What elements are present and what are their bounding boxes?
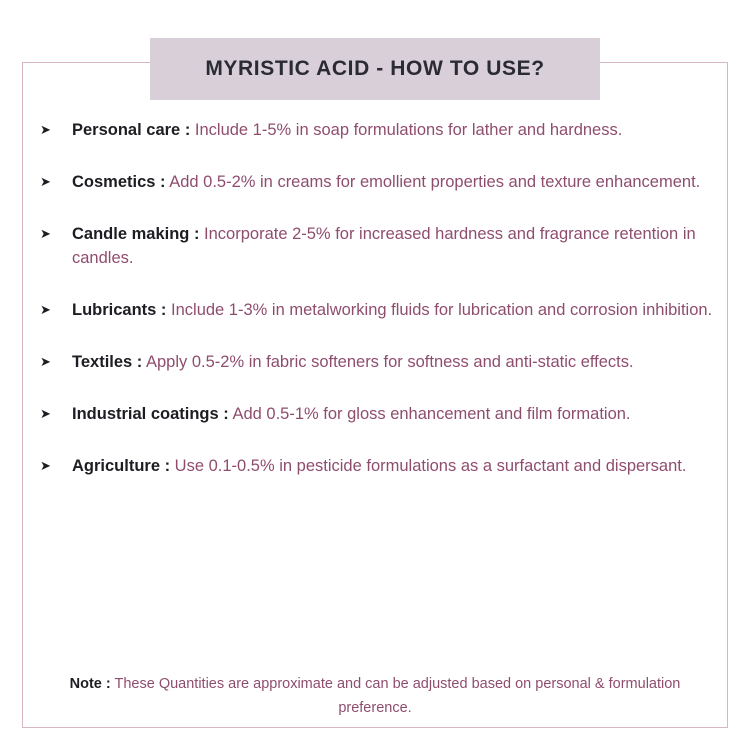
footer-note-text: These Quantities are approximate and can be adjusted based on personal & formulation preference. xyxy=(110,676,681,716)
list-item-description: Apply 0.5-2% in fabric softeners for softness and anti-static effects. xyxy=(142,353,634,371)
list-item-text xyxy=(72,118,718,142)
list-item-description: Incorporate 2-5% for increased hardness and fragrance retention in candles. xyxy=(72,225,696,267)
list-item-label: Candle making : xyxy=(72,225,200,243)
arrow-bullet-icon: ➤ xyxy=(40,354,51,369)
list-item xyxy=(40,170,728,194)
arrow-bullet-icon: ➤ xyxy=(40,122,51,137)
arrow-bullet-icon: ➤ xyxy=(40,174,51,189)
list-item xyxy=(40,350,728,374)
usage-list xyxy=(40,118,728,506)
list-item-description: Include 1-3% in metalworking fluids for lubrication and corrosion inhibition. xyxy=(166,301,713,319)
list-item xyxy=(40,402,728,426)
list-item-label: Agriculture : xyxy=(72,457,171,475)
list-item xyxy=(40,298,728,322)
list-item-text xyxy=(72,170,718,194)
list-item-label: Industrial coatings : xyxy=(72,405,229,423)
list-item xyxy=(40,454,728,478)
list-item-label: Cosmetics : xyxy=(72,173,166,191)
list-item-text xyxy=(72,298,718,322)
list-item-label: Lubricants : xyxy=(72,301,167,319)
list-item-description: Include 1-5% in soap formulations for lather and hardness. xyxy=(190,121,623,139)
footer-note xyxy=(60,672,690,720)
list-item-text xyxy=(72,454,718,478)
list-item-text xyxy=(72,350,718,374)
list-item xyxy=(40,222,728,270)
list-item-description: Use 0.1-0.5% in pesticide formulations as a surfactant and dispersant. xyxy=(170,457,687,475)
list-item-label: Textiles : xyxy=(72,353,143,371)
page-title: MYRISTIC ACID - HOW TO USE? xyxy=(205,57,545,80)
list-item-description: Add 0.5-2% in creams for emollient properties and texture enhancement. xyxy=(165,173,701,191)
list-item-text xyxy=(72,222,718,270)
list-item xyxy=(40,118,728,142)
arrow-bullet-icon: ➤ xyxy=(40,406,51,421)
title-banner xyxy=(150,38,600,100)
arrow-bullet-icon: ➤ xyxy=(40,458,51,473)
list-item-description: Add 0.5-1% for gloss enhancement and film formation. xyxy=(228,405,631,423)
footer-note-label: Note : xyxy=(69,676,111,692)
arrow-bullet-icon: ➤ xyxy=(40,302,51,317)
arrow-bullet-icon: ➤ xyxy=(40,226,51,241)
list-item-text xyxy=(72,402,718,426)
list-item-label: Personal care : xyxy=(72,121,191,139)
